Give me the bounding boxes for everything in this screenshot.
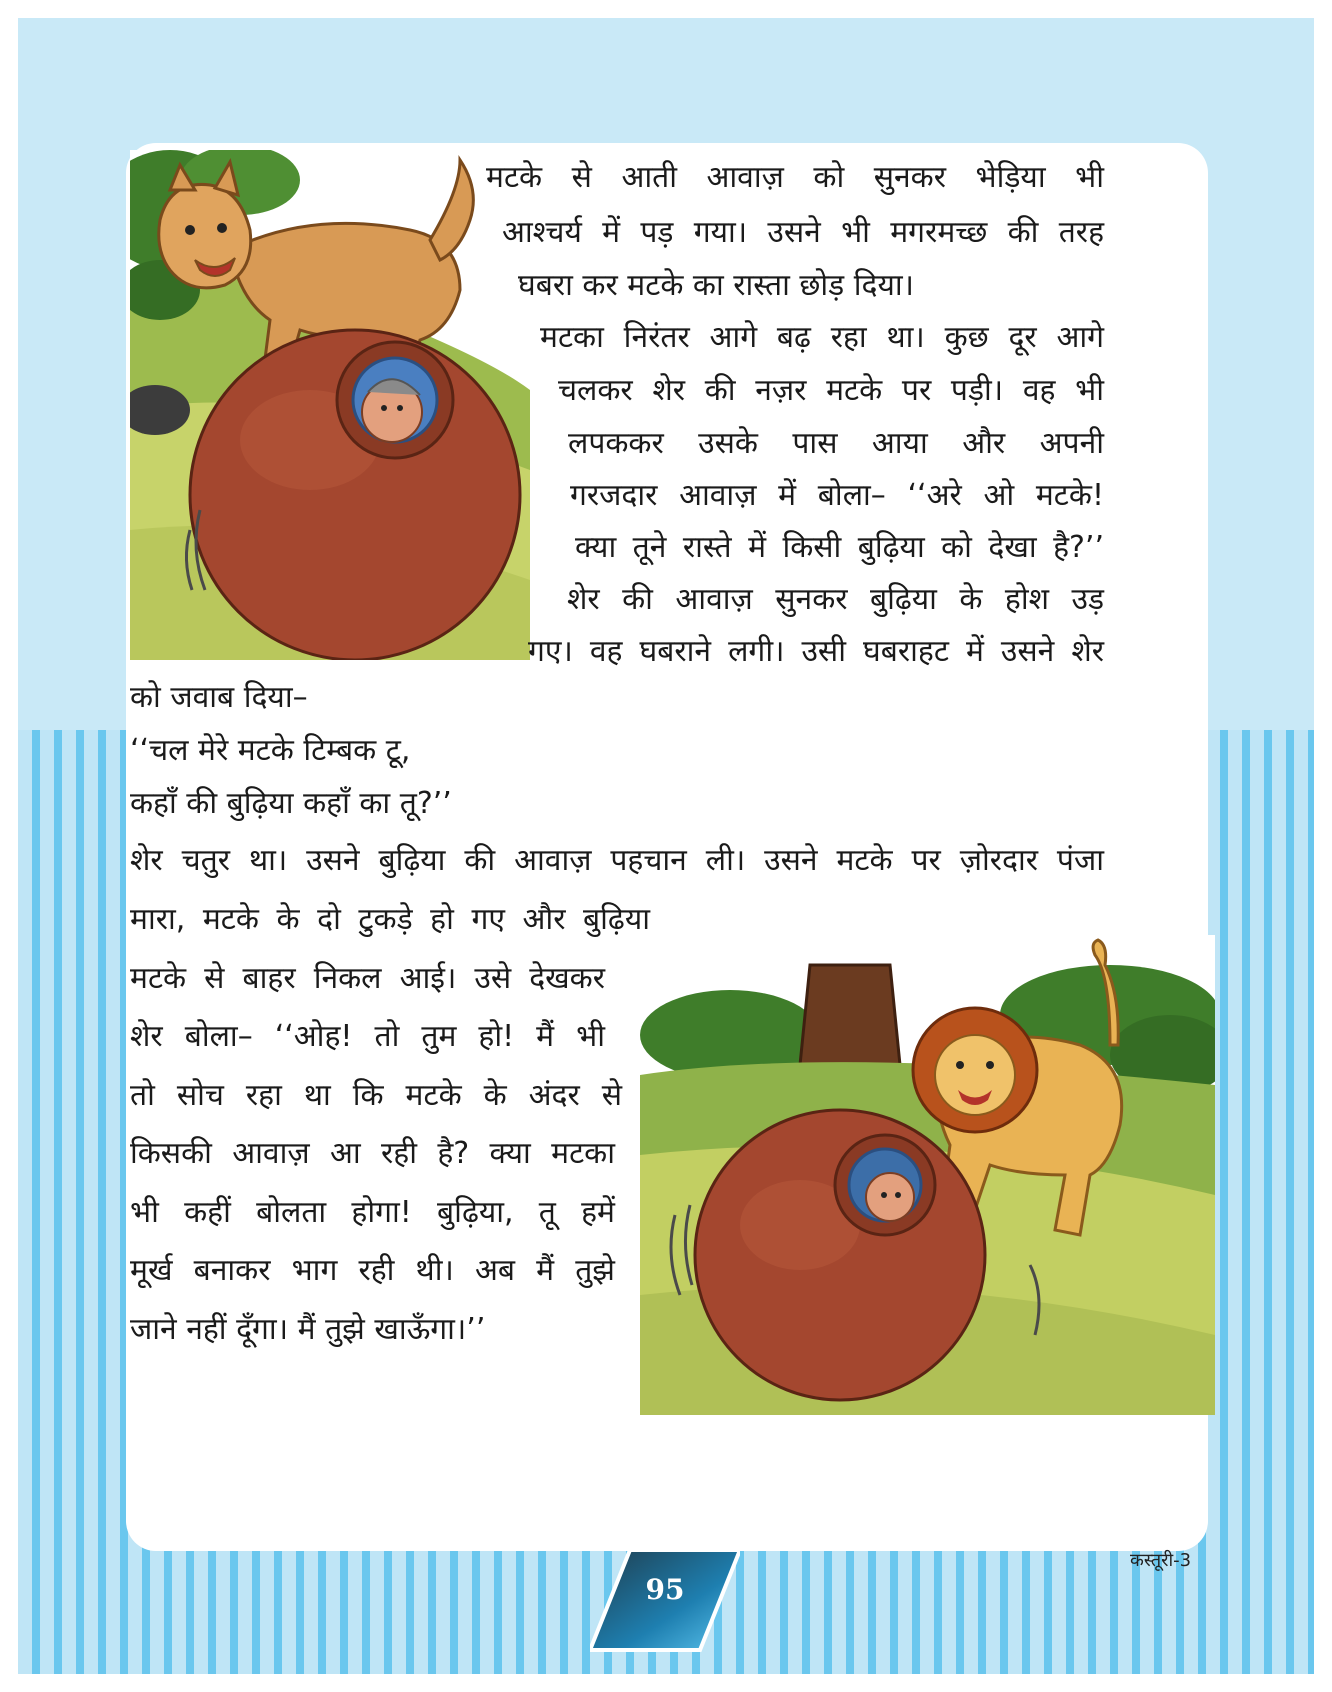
text-line: मटके से बाहर निकल आई। उसे देखकर	[130, 961, 605, 996]
text-line: मूर्ख बनाकर भाग रही थी। अब मैं तुझे	[130, 1253, 615, 1288]
book-title-footer: कस्तूरी-3	[1130, 1550, 1192, 1571]
text-line: मटका निरंतर आगे बढ़ रहा था। कुछ दूर आगे	[540, 320, 1104, 355]
text-line: शेर की आवाज़ सुनकर बुढ़िया के होश उड़	[567, 582, 1104, 617]
text-line: जाने नहीं दूँगा। मैं तुझे खाऊँगा।’’	[130, 1312, 486, 1347]
wolf-and-pot-illustration	[130, 150, 530, 660]
text-line: शेर बोला– ‘‘ओह! तो तुम हो! मैं भी	[130, 1019, 605, 1054]
text-line: किसकी आवाज़ आ रही है? क्या मटका	[130, 1136, 615, 1171]
text-line: मटके से आती आवाज़ को सुनकर भेड़िया भी	[486, 160, 1104, 195]
text-line: मारा, मटके के दो टुकड़े हो गए और बुढ़िया	[130, 902, 650, 937]
page-number: 95	[645, 1573, 685, 1606]
text-line: गरजदार आवाज़ में बोला– ‘‘अरे ओ मटके!	[570, 478, 1104, 513]
text-line: घबरा कर मटके का रास्ता छोड़ दिया।	[518, 268, 915, 303]
text-line: को जवाब दिया–	[130, 680, 308, 715]
text-line: तो सोच रहा था कि मटके के अंदर से	[130, 1078, 622, 1113]
page-number-badge	[590, 1545, 740, 1655]
text-line: लपककर उसके पास आया और अपनी	[568, 426, 1104, 461]
text-line: क्या तूने रास्ते में किसी बुढ़िया को देखा है?’’	[575, 530, 1104, 565]
text-line: भी कहीं बोलता होगा! बुढ़िया, तू हमें	[130, 1195, 615, 1230]
text-line: शेर चतुर था। उसने बुढ़िया की आवाज़ पहचान ली। उसने मटके पर ज़ोरदार पंजा	[130, 843, 1104, 878]
text-line: आश्चर्य में पड़ गया। उसने भी मगरमच्छ की तरह	[502, 215, 1104, 250]
verse-line: कहाँ की बुढ़िया कहाँ का तू?’’	[130, 786, 452, 821]
lion-and-pot-illustration	[640, 935, 1215, 1415]
text-line: चलकर शेर की नज़र मटके पर पड़ी। वह भी	[558, 373, 1104, 408]
verse-line: ‘‘चल मेरे मटके टिम्बक टू,	[130, 733, 411, 768]
text-line: गए। वह घबराने लगी। उसी घबराहट में उसने शेर	[528, 634, 1104, 669]
